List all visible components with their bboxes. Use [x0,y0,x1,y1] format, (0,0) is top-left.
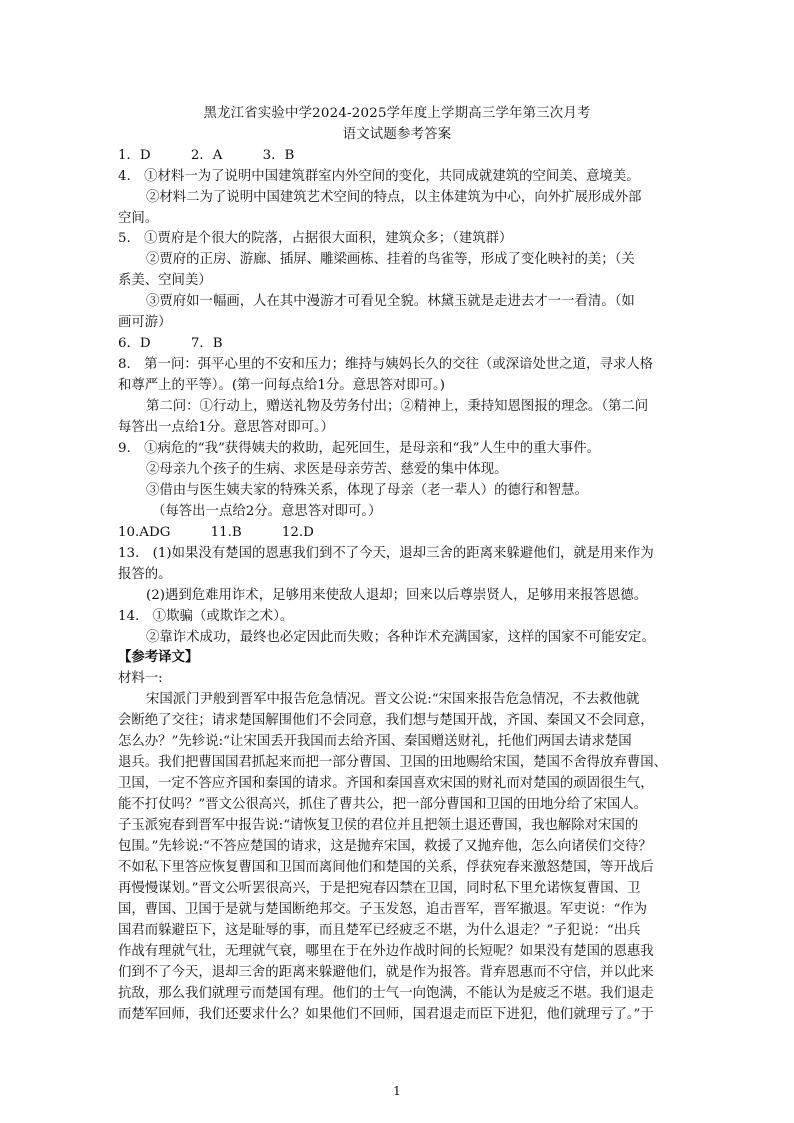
translation-line: 怎么办？”先轸说:“让宋国丢开我国而去给齐国、秦国赠送财礼，托他们两国去请求楚国 [118,734,632,749]
doc-subtitle: 语文试题参考答案 [342,127,452,142]
answer-line: 9. ①病危的“我”获得姨夫的救助，起死回生，是母亲和“我”人生中的重大事件。 [118,441,601,456]
translation-line: 包围。”先轸说:“不答应楚国的请求，这是抛弃宋国，救援了又抛弃他，怎么向诸侯们交待？ [118,839,652,854]
answer-line: ②材料二为了说明中国建筑艺术空间的特点，以主体建筑为中心，向外扩展形成外部 [146,190,642,205]
answer-line: 第二问：①行动上，赠送礼物及劳务付出；②精神上，秉持知恩图报的理念。（第二问 [146,399,649,414]
answer-line: ②母亲九个孩子的生病、求医是母亲劳苦、慈爱的集中体现。 [146,462,508,477]
answer-line: 13. (1)如果没有楚国的恩惠我们到不了今天，退却三舍的距离来躲避他们，就是用来作为 [118,546,654,561]
translation-line: 作战有理就气壮，无理就气衰，哪里在于在外边作战时间的长短呢？如果没有楚国的恩惠我 [118,944,654,959]
translation-line: 国君而躲避臣下，这是耻辱的事，而且楚军已经疲乏不堪，为什么退走？”子犯说：“出兵 [118,923,641,938]
answer-line: 1．D 2．A 3．B [118,148,295,163]
translation-line: 会断绝了交往；请求楚国解围他们不会同意，我们想与楚国开战，齐国、秦国又不会同意， [118,713,654,728]
answer-line: ③贾府如一幅画，人在其中漫游才可看见全貌。林黛玉就是走进去才一一看清。（如 [146,294,635,309]
answer-line: 画可游） [118,315,172,330]
answer-line: 系美、空间美） [118,273,212,288]
translation-line: 不如私下里答应恢复曹国和卫国而离间他们和楚国的关系，俘获宛春来激怒楚国，等开战后 [118,860,654,875]
answer-line: 每答出一点给1分。意思答对即可。） [118,420,335,435]
answer-line: （每答出一点给2分。意思答对即可。） [152,504,382,519]
answer-line: (2)遇到危难用诈术，足够用来使敌人退却；回来以后尊崇贤人，足够用来报答恩德。 [146,588,648,603]
answer-line: ③借由与医生姨夫家的特殊关系，体现了母亲（老一辈人）的德行和智慧。 [146,483,588,498]
answer-line: 5. ①贾府是个很大的院落，占据很大面积，建筑众多；（建筑群） [118,231,513,246]
answer-line: ②贾府的正房、游廊、插屏、雕梁画栋、挂着的鸟雀等，形成了变化映衬的美；（关 [146,252,635,267]
answer-line: 空间。 [118,211,159,226]
answer-line: 14. ①欺骗（或欺诈之术）。 [118,609,294,624]
translation-line: 子玉派宛春到晋军中报告说:“请恢复卫侯的君位并且把领土退还曹国，我也解除对宋国的 [118,818,639,833]
answer-line: 和尊严上的平等）。(第一问每点给1分。意思答对即可。) [118,378,445,393]
answer-line: 8. 第一问：弭平心里的不安和压力；维持与姨妈长久的交往（或深谙处世之道，寻求人格 [118,357,654,372]
translation-line: 退兵。我们把曹国国君抓起来而把一部分曹国、卫国的田地赐给宋国，楚国不舍得放弃曹国、 [118,755,668,770]
translation-line: 能不打仗吗？”晋文公很高兴，抓住了曹共公，把一部分曹国和卫国的田地分给了宋国人。 [118,797,648,812]
answer-line: ②靠诈术成功，最终也必定因此而失败；各种诈术充满国家，这样的国家不可能安定。 [146,630,655,645]
answer-line: 4. ①材料一为了说明中国建筑群室内外空间的变化，共同成就建筑的空间美、意境美。 [118,169,640,184]
translation-line: 抗敌，那么我们就理亏而楚国有理。他们的士气一向饱满，不能认为是疲乏不堪。我们退走 [118,986,654,1001]
answer-line: 报答的。 [118,567,172,582]
page-number: 1 [393,1084,401,1098]
translation-line: 国，曹国、卫国于是就与楚国断绝邦交。子玉发怒，追击晋军，晋军撤退。军吏说：“作为 [118,902,648,917]
translation-line: 们到不了今天，退却三舍的距离来躲避他们，就是作为报答。背弃恩惠而不守信，并以此来 [118,965,654,980]
answer-line: 6．D 7．B [118,336,223,351]
translation-line: 宋国派门尹般到晋军中报告危急情况。晋文公说:“宋国来报告危急情况，不去救他就 [146,692,640,707]
section-label: 材料一: [118,671,163,686]
answer-line: 10.ADG 11.B 12.D [118,525,314,540]
translation-line: 卫国，一定不答应齐国和秦国的请求。齐国和秦国喜欢宋国的财礼而对楚国的顽固很生气， [118,776,654,791]
translation-line: 而楚军回师，我们还要求什么？如果他们不回师，国君退走而臣下进犯，他们就理亏了。”于 [118,1007,654,1022]
translation-line: 再慢慢谋划。”晋文公听罢很高兴，于是把宛春囚禁在卫国，同时私下里允诺恢复曹国、卫 [118,881,641,896]
section-heading: 【参考译文】 [118,649,199,665]
doc-title: 黑龙江省实验中学2024-2025学年度上学期高三学年第三次月考 [203,106,591,121]
